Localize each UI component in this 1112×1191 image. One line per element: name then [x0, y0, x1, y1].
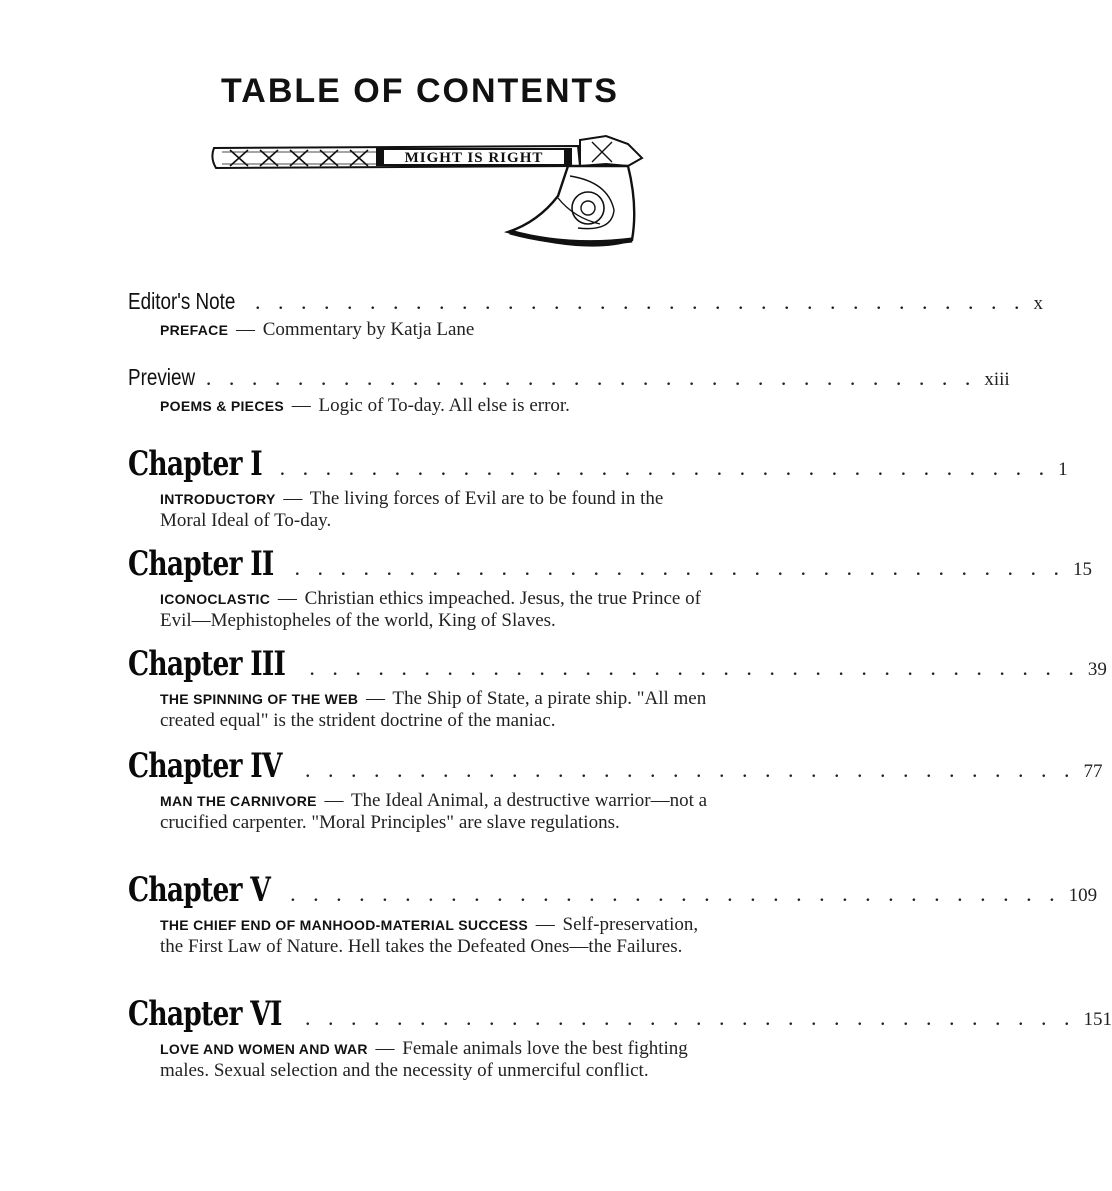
- dot-leader: . . . . . . . . . . . . . . . . . . . . . . . . . . . . . . . . . .: [294, 555, 1065, 580]
- toc-entry-description: [160, 914, 712, 958]
- em-dash: —: [324, 790, 344, 811]
- toc-entry-label: Chapter II: [128, 544, 274, 584]
- dot-leader: . . . . . . . . . . . . . . . . . . . . . . . . . . . . . . . . . .: [309, 655, 1080, 680]
- toc-entry-label: Chapter III: [128, 644, 286, 684]
- dot-leader: . . . . . . . . . . . . . . . . . . . . . . . . . . . . . . . . . .: [304, 757, 1076, 782]
- toc-entry-description: [160, 488, 712, 532]
- toc-entry-label: Preview: [128, 364, 196, 390]
- toc-entry-chapter-6[interactable]: [128, 994, 1112, 1082]
- description-text: Christian ethics impeached. Jesus, the true Prince of Evil—Mephistopheles of the world, King of Slaves.: [160, 588, 701, 631]
- em-dash: —: [375, 1038, 395, 1059]
- description-caption: ICONOCLASTIC: [160, 591, 271, 607]
- toc-entry-description: [160, 1038, 712, 1082]
- em-dash: —: [283, 488, 303, 509]
- description-text: Commentary by Katja Lane: [262, 319, 475, 340]
- toc-entry-editors-note[interactable]: [128, 288, 1043, 341]
- description-text: The living forces of Evil are to be found in the Moral Ideal of To-day.: [160, 488, 664, 531]
- description-text: Logic of To-day. All else is error.: [318, 395, 570, 416]
- description-caption: THE SPINNING OF THE WEB: [160, 691, 359, 707]
- toc-entry-chapter-2[interactable]: [128, 544, 1092, 632]
- toc-entry-heading[interactable]: [128, 544, 1092, 584]
- description-text: The Ideal Animal, a destructive warrior—not a crucified carpenter. "Moral Principles" are slave regulations.: [160, 790, 708, 833]
- toc-entry-description: [160, 688, 712, 732]
- page-number: x: [1033, 293, 1043, 314]
- toc-entry-description: [160, 395, 712, 417]
- toc-entry-chapter-4[interactable]: [128, 746, 1103, 834]
- description-text: The Ship of State, a pirate ship. "All men created equal" is the strident doctrine of the maniac.: [160, 688, 707, 731]
- toc-entry-heading[interactable]: [128, 288, 1043, 315]
- description-text: Female animals love the best fighting males. Sexual selection and the necessity of unmerciful conflict.: [160, 1038, 688, 1081]
- toc-entry-heading[interactable]: [128, 994, 1112, 1034]
- description-text: Self-preservation, the First Law of Nature. Hell takes the Defeated Ones—the Failures.: [160, 914, 699, 957]
- page-number: 77: [1083, 761, 1103, 782]
- em-dash: —: [366, 688, 385, 709]
- page-number: 151: [1083, 1009, 1112, 1030]
- toc-entry-label: Chapter I: [128, 444, 262, 484]
- em-dash: —: [277, 588, 297, 609]
- toc-entry-label: Chapter IV: [128, 746, 282, 786]
- page-number: xiii: [984, 369, 1010, 390]
- svg-text:MIGHT IS RIGHT: MIGHT IS RIGHT: [404, 150, 544, 166]
- toc-entry-description: [160, 319, 712, 341]
- toc-entry-heading[interactable]: [128, 644, 1107, 684]
- axe-banner-illustration: [208, 136, 648, 256]
- toc-entry-description: [160, 790, 712, 834]
- description-caption: POEMS & PIECES: [160, 398, 285, 414]
- page-title: TABLE OF CONTENTS: [221, 72, 619, 110]
- dot-leader: . . . . . . . . . . . . . . . . . . . . . . . . . . . . . . . . . .: [290, 881, 1061, 906]
- page-number: 15: [1072, 559, 1092, 580]
- description-caption: LOVE AND WOMEN AND WAR: [160, 1041, 368, 1057]
- description-caption: INTRODUCTORY: [160, 491, 276, 507]
- toc-entry-label: Chapter VI: [128, 994, 282, 1034]
- description-caption: THE CHIEF END OF MANHOOD-MATERIAL SUCCESS: [160, 917, 529, 933]
- dot-leader: . . . . . . . . . . . . . . . . . . . . . . . . . . . . . . . . . .: [205, 365, 977, 390]
- dot-leader: . . . . . . . . . . . . . . . . . . . . . . . . . . . . . . . . . .: [279, 455, 1051, 480]
- toc-entry-description: [160, 588, 712, 632]
- toc-entry-label: Chapter V: [128, 870, 271, 910]
- banner-label: [376, 148, 572, 166]
- toc-entry-chapter-3[interactable]: [128, 644, 1107, 732]
- dot-leader: . . . . . . . . . . . . . . . . . . . . . . . . . . . . . . . . . .: [304, 1005, 1076, 1030]
- dot-leader: . . . . . . . . . . . . . . . . . . . . . . . . . . . . . . . . . .: [254, 289, 1026, 314]
- description-caption: MAN THE CARNIVORE: [160, 793, 317, 809]
- toc-entry-heading[interactable]: [128, 870, 1098, 910]
- em-dash: —: [535, 914, 555, 935]
- toc-entry-chapter-1[interactable]: [128, 444, 1068, 532]
- toc-entry-chapter-5[interactable]: [128, 870, 1098, 958]
- em-dash: —: [235, 319, 255, 340]
- em-dash: —: [291, 395, 311, 416]
- page-number: 39: [1087, 659, 1107, 680]
- toc-entry-heading[interactable]: [128, 746, 1103, 786]
- page-number: 1: [1058, 459, 1068, 480]
- toc-entry-heading[interactable]: [128, 364, 1010, 391]
- toc-entry-label: Editor's Note: [128, 288, 236, 314]
- description-caption: PREFACE: [160, 322, 229, 338]
- page-number: 109: [1068, 885, 1098, 906]
- toc-entry-heading[interactable]: [128, 444, 1068, 484]
- toc-entry-preview[interactable]: [128, 364, 1010, 417]
